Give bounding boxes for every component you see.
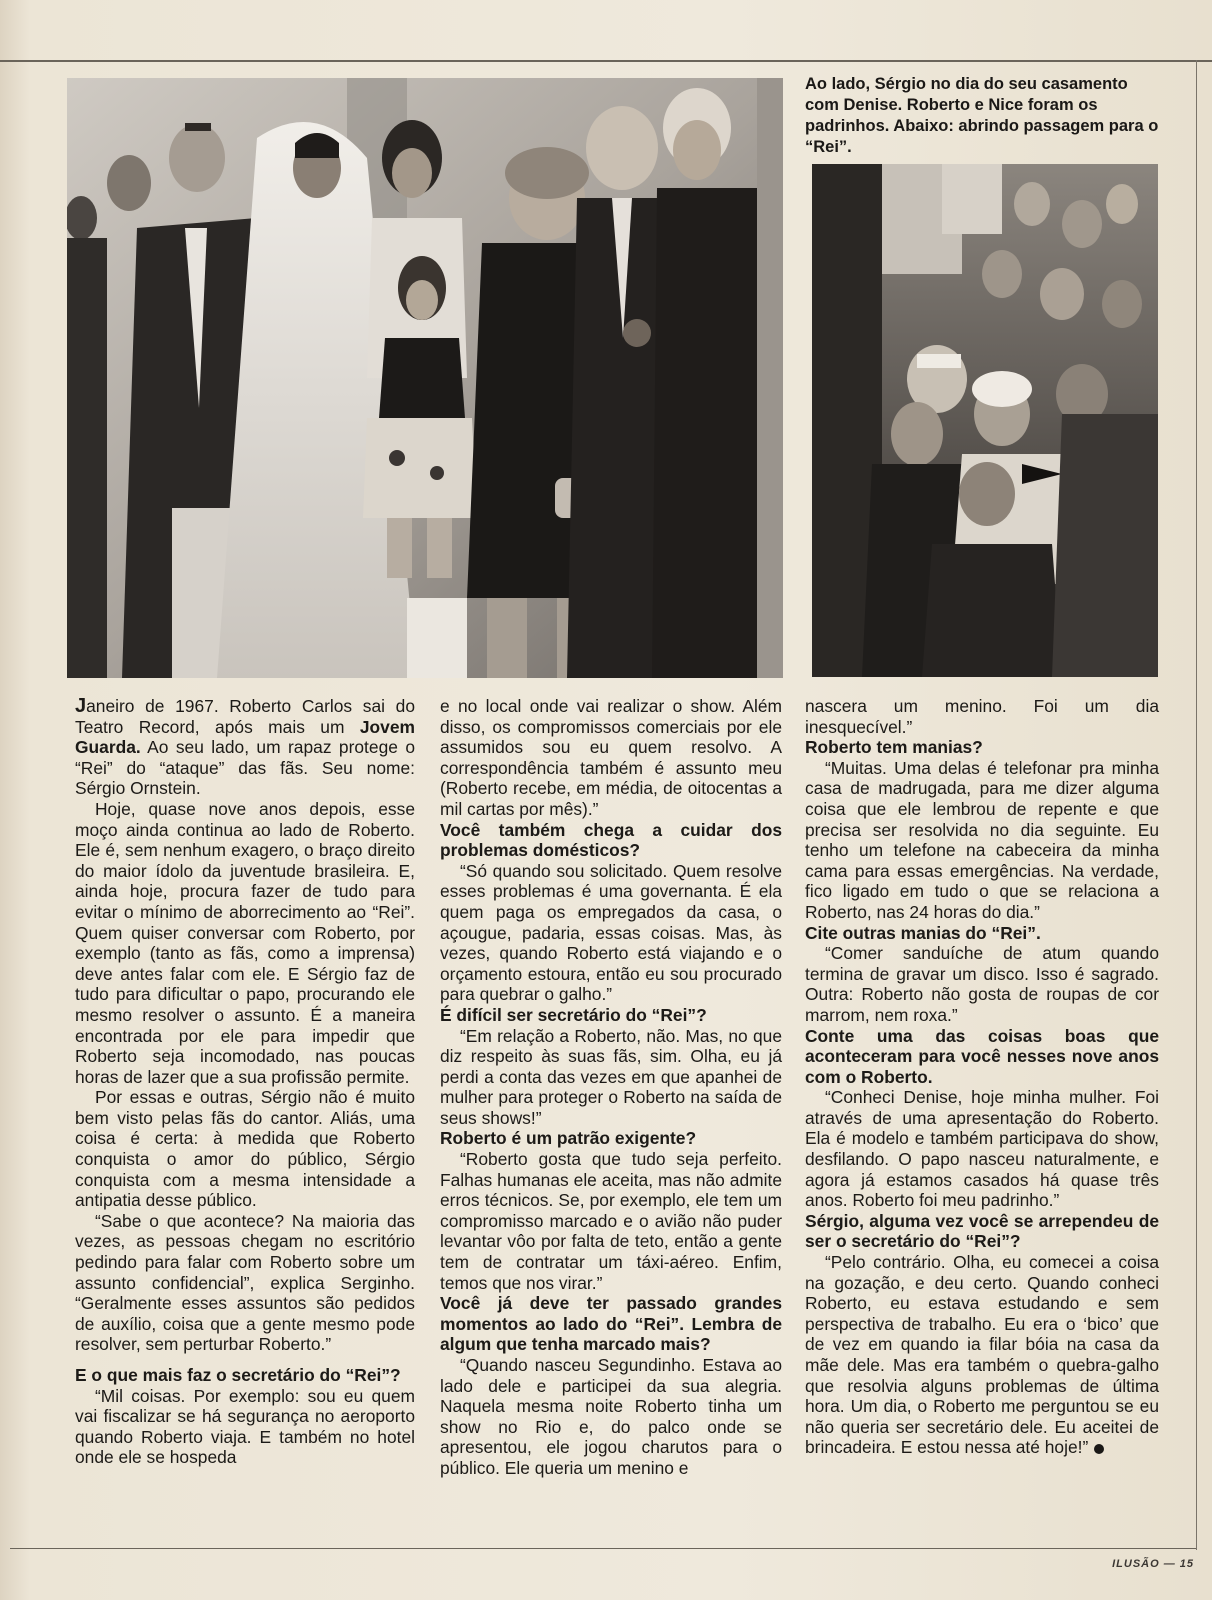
interview-question: Conte uma das coisas boas que aconteceram para você nesses nove anos com o Roberto. [805,1025,1159,1087]
interview-question: Cite outras manias do “Rei”. [805,922,1041,943]
interview-question: Roberto é um patrão exigente? [440,1128,697,1149]
paragraph: “Mil coisas. Por exemplo: sou eu quem vai fiscalizar se há segurança no aeroporto quando Roberto viaja. E também no hotel onde ele se hospeda [75,1385,415,1468]
wedding-photo [67,78,783,678]
crowd-photo [812,164,1158,677]
paragraph: “Só quando sou solicitado. Quem resolve esses problemas é uma governanta. É ela quem paga os empregados da casa, o açougue, padaria, essas coisas. Mas, às vezes, quando Roberto está viajando e o orçamento estoura, então eu sou procurado para quebrar o galho.” [440,860,782,1005]
paragraph: “Roberto gosta que tudo seja perfeito. Falhas humanas ele aceita, mas não admite erros técnicos. Se, por exemplo, ele tem um compromisso marcado e o avião não puder levantar vôo por falta de teto, então a gente tem de contratar um táxi-aéreo. Enfim, temos que nos virar.” [440,1149,782,1293]
paragraph: “Em relação a Roberto, não. Mas, no que diz respeito às suas fãs, sim. Olha, eu já perdi a conta das vezes em que apanhei de mulher para proteger o Roberto na saída de seus shows!” [440,1025,782,1128]
bottom-rule [10,1548,1196,1549]
paragraph: “Muitas. Uma delas é telefonar pra minha casa de madrugada, para me dizer alguma coisa que ele lembrou de repente e que precisa ser resolvida no dia seguinte. Eu tenho um telefone na cabeceira da minha cama para essas emergências. Na verdade, fico ligado em tudo o que se relaciona a Roberto, nas 24 horas do dia.” [805,757,1159,922]
top-rule [0,60,1212,62]
paragraph: “Pelo contrário. Olha, eu comecei a coisa na gozação, e deu certo. Quando conheci Roberto, eu estava estudando e sem perspectiva de trabalho. Eu era o ‘bico’ que de vez em quando ia filar bóia na casa da mãe dele. Mas era também o quebra-galho que resolvia alguns problemas de última hora. Um dia, o Roberto me perguntou se eu não queria ser secretário dele. Eu aceitei de brincadeira. E estou nessa até hoje!” [805,1252,1159,1458]
paragraph: nascera um menino. Foi um dia inesquecível.” [805,696,1159,737]
article-column-2 [440,696,782,1479]
paragraph: e no local onde vai realizar o show. Além disso, os compromissos comerciais por ele assumidos sou eu quem resolvo. A correspondência também é assunto meu (Roberto recebe, em média, de oitocentas a mil cartas por mês).” [440,696,782,819]
interview-question: Roberto tem manias? [805,737,983,758]
photo-caption: Ao lado, Sérgio no dia do seu casamento com Denise. Roberto e Nice foram os padrinhos. Abaixo: abrindo passagem para o “Rei”. [805,75,1159,156]
paragraph: “Quando nasceu Segundinho. Estava ao lado dele e participei da sua alegria. Naquela mesma noite Roberto tinha um show no Rio e, do palco onde se apresentou, ele jogou charutos para o público. Ele queria um menino e [440,1355,782,1478]
interview-question: Sérgio, alguma vez você se arrependeu de ser o secretário do “Rei”? [805,1210,1159,1252]
interview-question: É difícil ser secretário do “Rei”? [440,1004,707,1025]
article-column-1 [75,696,415,1468]
paragraph: Hoje, quase nove anos depois, esse moço ainda continua ao lado de Roberto. Ele é, sem nenhum exagero, o braço direito do maior ídolo da juventude brasileira. E, ainda hoje, procura fazer de tudo para evitar o mínimo de aborrecimento ao “Rei”. Quem quiser conversar com Roberto, por exemplo (tanto as fãs, como a imprensa) deve antes falar com ele. E Sérgio faz de tudo para dificultar o papo, procurando ele mesmo resolver o assunto. É a maneira encontrada por ele para impedir que Roberto seja incomodado, nas poucas horas de lazer que a sua profissão permite. [75,798,415,1087]
article-column-3 [805,696,1159,1458]
page-footer: ILUSÃO — 15 [1112,1558,1194,1570]
paragraph: “Sabe o que acontece? Na maioria das vezes, as pessoas chegam no escritório pedindo para falar com Roberto sobre um assunto confidencial”, explica Serginho. “Geralmente esses assuntos são pedidos de auxílio, coisa que a gente mesmo pode resolver, sem perturbar Roberto.” [75,1210,415,1355]
paragraph: Janeiro de 1967. Roberto Carlos sai do Teatro Record, após mais um Jovem Guarda. Ao seu lado, um rapaz protege o “Rei” do “ataque” das fãs. Seu nome: Sérgio Ornstein. [75,695,415,799]
side-rule [1196,60,1197,1550]
interview-question: E o que mais faz o secretário do “Rei”? [75,1365,401,1385]
paragraph: “Conheci Denise, hoje minha mulher. Foi através de uma apresentação do Roberto. Ela é modelo e também participava do show, desfilando. O papo nasceu naturalmente, e agora já estamos casados há quase três anos. Roberto foi meu padrinho.” [805,1087,1159,1211]
interview-question: Você já deve ter passado grandes momentos ao lado do “Rei”. Lembra de algum que tenha marcado mais? [440,1293,782,1355]
drop-cap: J [75,695,87,717]
end-mark-icon [1094,1444,1104,1454]
paragraph: “Comer sanduíche de atum quando termina de gravar um disco. Isso é sagrado. Outra: Roberto não gosta de roupas de cor marrom, nem roxa.” [805,943,1159,1025]
paragraph: Por essas e outras, Sérgio não é muito bem visto pelas fãs do cantor. Aliás, uma coisa é certa: à medida que Roberto conquista o amor do público, Sérgio conquista com a mesma intensidade a antipatia desse público. [75,1087,415,1211]
interview-question: Você também chega a cuidar dos problemas domésticos? [440,819,782,861]
